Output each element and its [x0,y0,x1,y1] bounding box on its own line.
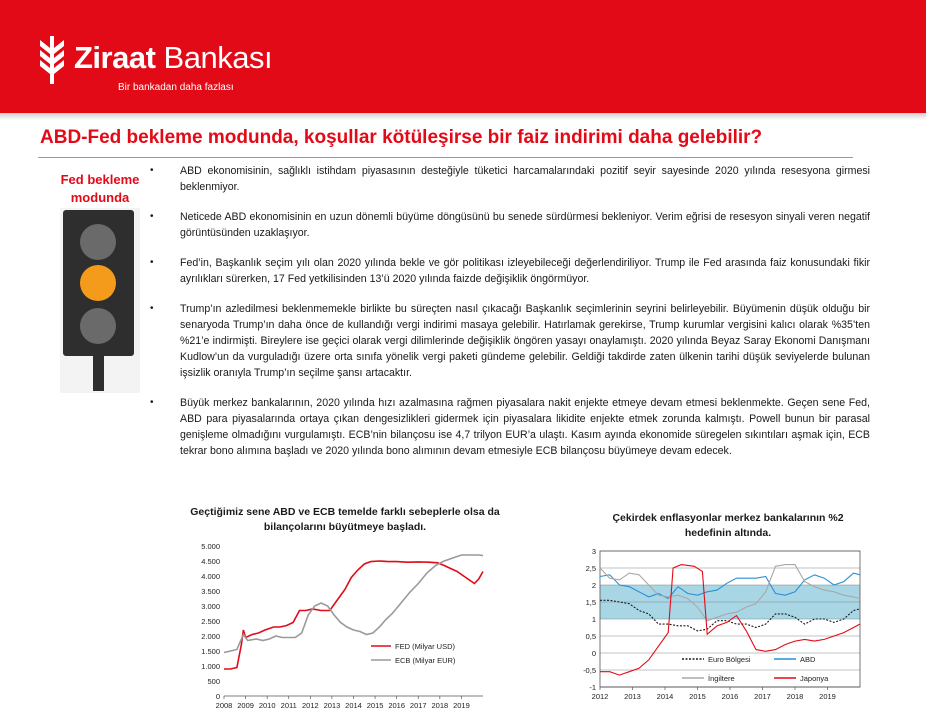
y-tick-label: 500 [207,677,220,686]
wheat-logo-icon [36,36,68,84]
bullet-item [150,209,870,241]
y-tick-label: 3.500 [201,587,220,596]
y-tick-label: 2,5 [585,564,596,573]
x-tick-label: 2013 [624,692,641,701]
x-tick-label: 2012 [301,701,319,710]
y-tick-label: -0,5 [583,666,596,675]
brand-name-regular: Bankası [163,40,273,75]
bullet-dot-icon: • [150,211,154,222]
brand-header [0,0,926,113]
legend-label: ECB (Milyar EUR) [395,656,456,665]
core-inflation-chart [578,543,868,709]
y-tick-label: 4.000 [201,572,220,581]
x-tick-label: 2014 [656,692,674,701]
y-tick-label: 3.000 [201,602,220,611]
y-tick-label: 4.500 [201,557,220,566]
traffic-lamp-top [80,224,116,260]
x-tick-label: 2013 [323,701,341,710]
y-tick-label: 0 [591,649,596,658]
y-tick-label: 0,5 [585,632,596,641]
y-tick-label: 1.000 [201,662,220,671]
side-label-line1: Fed bekleme [60,172,140,187]
x-tick-label: 2015 [689,692,706,701]
bullet-item [150,395,870,459]
chart1-title: Geçtiğimiz sene ABD ve ECB temelde farklı sebeplerle olsa da bilançolarını büyütmeye başladı. [190,506,500,533]
brand-name-bold: Ziraat [74,40,156,75]
side-label-line2: modunda [70,190,130,205]
x-tick-label: 2011 [280,701,297,710]
bullet-text: ABD ekonomisinin, sağlıklı istihdam piyasasının desteğiyle tüketici harcamalarındaki pozitif seyir sayesinde 2020 yılında resesyona girmesi beklenmiyor. [180,165,870,193]
y-tick-label: 2 [591,581,596,590]
brand-tagline: Bir bankadan daha fazlası [118,82,234,93]
brand-wordmark [74,40,272,76]
y-tick-label: 2.000 [201,632,220,641]
slide-title: ABD-Fed bekleme modunda, koşullar kötüleşirse bir faiz indirimi daha gelebilir? [40,127,763,148]
x-tick-label: 2017 [409,701,427,710]
x-tick-label: 2014 [345,701,362,710]
bullet-list [150,163,870,473]
bullet-text: Büyük merkez bankalarının, 2020 yılında hızı azalmasına rağmen piyasalara nakit enjekte etmeye devam etmesi beklenmekte. Geçen sene Fed, ABD para piyasalarında ortaya çıkan dengesizlikleri gidermek için piyasalara likidite enjekte etmek zorunda kalmıştı. Powell bunun bir parasal genişleme olmadığını vurgulamıştı. ECB’nin bilançosu ise 4,7 trilyon EUR’a ulaştı. Kasım ayında ekonomide süregelen sıkıntıları aşmak için, ECB tekrar bono alımına başladı ve 2020 yılında bono alımının devam etmesiyle ECB bilançosu büyümeye devam edecek. [180,397,870,457]
x-tick-label: 2015 [366,701,384,710]
header-shadow [0,113,926,120]
legend-label: ABD [800,655,816,664]
x-tick-label: 2016 [388,701,406,710]
legend-label: Japonya [800,674,829,683]
series-line [224,561,483,669]
legend-label: İngiltere [708,674,735,683]
x-tick-label: 2017 [754,692,771,701]
bullet-text: Fed’in, Başkanlık seçim yılı olan 2020 yılında bekle ve gör politikası izleyebileceği değerlendiriliyor. Trump ile Fed arasında faiz konusundaki fikir ayrılıkları sürerken, 17 Fed yetkilisinden 13’ü 2020 yılında faizde değişiklik öngörmüyor. [180,257,870,285]
bullet-dot-icon: • [150,397,154,408]
bullet-text: Trump’ın azledilmesi beklenmemekle birlikte bu süreçten nasıl çıkacağı Başkanlık seçimlerinin seyrini belirleyebilir. Büyümenin düşük olduğu bir senaryoda Trump’ın daha önce de kullandığı vergi indirimi masaya gelebilir. Hatırlamak gerekirse, Trump kurumlar vergisini kalıcı olarak %35’ten %21’e indirmişti. Bireylere ise geçici olarak vergi dilimlerinde değişiklik öngören yasayı onaylamıştı. 2020 yılında Beyaz Saray Ekonomi Danışmanı Kudlow’un da vurguladığı üzere orta sınıfa yönelik vergi paketi gündeme gelebilir. Geldiği takdirde zaten ülkenin tarihi düşük seviyelerde bulunan işsizlik oranıyla Trump’ın seçilme şansı artacaktır. [180,303,870,379]
balance-sheet-chart [188,538,492,716]
bullet-dot-icon: • [150,303,154,314]
chart2-title: Çekirdek enflasyonlar merkez bankalarının %2 hedefinin altında. [612,512,844,539]
x-tick-label: 2018 [431,701,449,710]
bullet-dot-icon: • [150,165,154,176]
x-tick-label: 2019 [819,692,836,701]
y-tick-label: -1 [589,683,596,692]
x-tick-label: 2018 [786,692,804,701]
legend-label: FED (Milyar USD) [395,642,455,651]
bullet-dot-icon: • [150,257,154,268]
y-tick-label: 1 [591,615,596,624]
bullet-item [150,163,870,195]
x-tick-label: 2019 [453,701,470,710]
legend-label: Euro Bölgesi [708,655,751,664]
y-tick-label: 0 [215,692,220,701]
y-tick-label: 1.500 [201,647,220,656]
x-tick-label: 2010 [258,701,276,710]
bullet-item [150,255,870,287]
side-label [52,171,148,207]
x-tick-label: 2016 [721,692,739,701]
x-tick-label: 2008 [215,701,233,710]
traffic-light-pole [93,356,104,391]
series-line [224,555,483,653]
bullet-text: Neticede ABD ekonomisinin en uzun dönemli büyüme döngüsünü bu senede sürdürmesi bekleniyor. Verim eğrisi de resesyon sinyali veren negatif görüntüsünden uzaklaşıyor. [180,211,870,239]
y-tick-label: 1,5 [585,598,596,607]
y-tick-label: 2.500 [201,617,220,626]
title-divider [38,157,853,158]
y-tick-label: 5.000 [201,542,220,551]
traffic-lamp-bottom [80,308,116,344]
bullet-item [150,301,870,381]
x-tick-label: 2012 [591,692,609,701]
traffic-lamp-amber [80,265,116,301]
x-tick-label: 2009 [237,701,254,710]
y-tick-label: 3 [591,547,596,556]
